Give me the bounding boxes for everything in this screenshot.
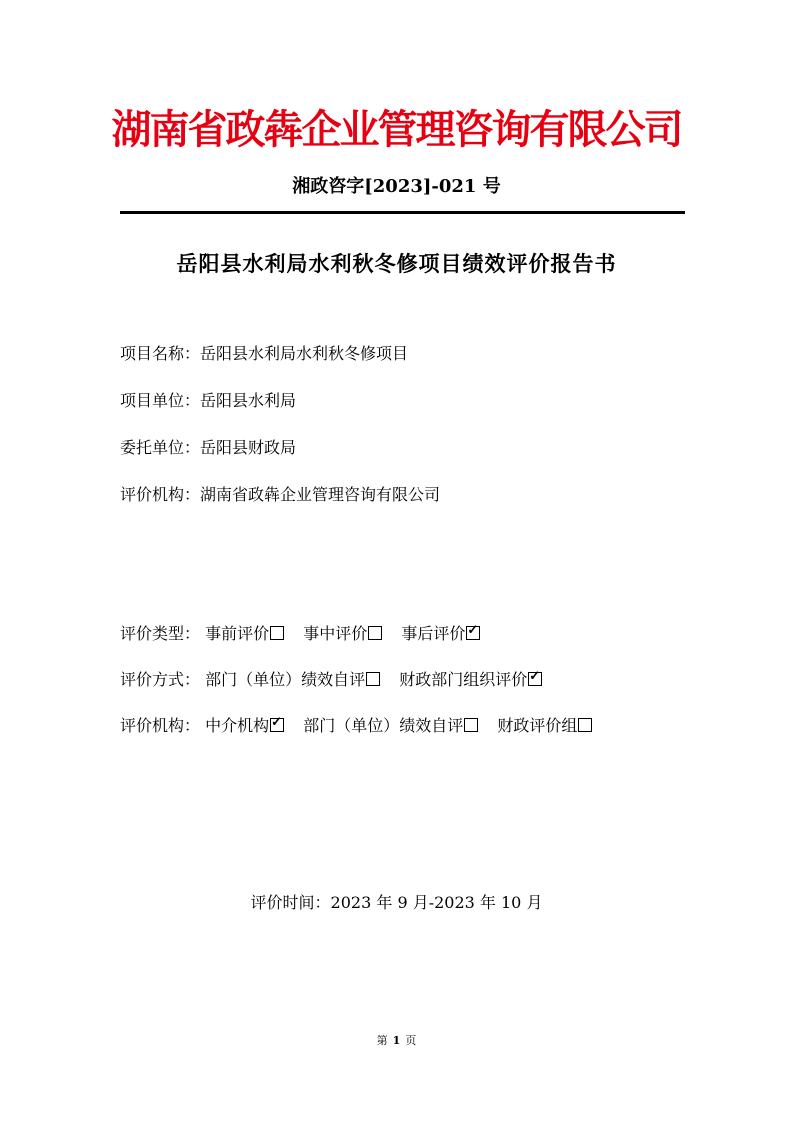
checkbox-icon[interactable] bbox=[464, 718, 478, 732]
option-pre-evaluation bbox=[205, 621, 284, 644]
info-label: 评价机构： bbox=[120, 485, 201, 504]
info-value: 岳阳县财政局 bbox=[200, 438, 297, 457]
option-finance-organized bbox=[399, 667, 542, 690]
page-footer bbox=[0, 1032, 793, 1048]
info-entrusting-unit bbox=[120, 435, 296, 458]
option-text: 事前评价 bbox=[205, 624, 270, 643]
evaluation-agency-row bbox=[120, 713, 606, 736]
row-label: 评价类型： bbox=[120, 624, 201, 643]
option-mid-evaluation bbox=[303, 621, 382, 644]
row-label: 评价方式： bbox=[120, 670, 201, 689]
info-label: 项目单位： bbox=[120, 391, 201, 410]
document-number: 湘政咨字[2023]-021 号 bbox=[292, 176, 501, 197]
option-intermediary-agency bbox=[205, 713, 284, 736]
option-text: 部门（单位）绩效自评 bbox=[303, 716, 464, 735]
checkbox-icon[interactable] bbox=[270, 718, 284, 732]
checkbox-icon[interactable] bbox=[270, 626, 284, 640]
info-label: 委托单位： bbox=[120, 438, 201, 457]
page-number: 1 bbox=[392, 1034, 401, 1047]
option-text: 财政部门组织评价 bbox=[399, 670, 528, 689]
option-text: 部门（单位）绩效自评 bbox=[205, 670, 366, 689]
option-department-self bbox=[303, 713, 478, 736]
option-text: 事后评价 bbox=[401, 624, 466, 643]
checkbox-icon[interactable] bbox=[368, 626, 382, 640]
info-project-unit bbox=[120, 388, 296, 411]
option-text: 中介机构 bbox=[205, 716, 270, 735]
checkbox-icon[interactable] bbox=[528, 672, 542, 686]
info-project-name bbox=[120, 341, 408, 364]
option-text: 财政评价组 bbox=[497, 716, 578, 735]
header-divider bbox=[120, 211, 685, 214]
info-value: 湖南省政犇企业管理咨询有限公司 bbox=[200, 485, 441, 504]
organization-title: 湖南省政犇企业管理咨询有限公司 bbox=[111, 107, 682, 153]
info-value: 岳阳县水利局水利秋冬修项目 bbox=[200, 344, 409, 363]
footer-suffix: 页 bbox=[405, 1034, 417, 1047]
option-finance-group bbox=[497, 713, 592, 736]
evaluation-type-row bbox=[120, 621, 494, 644]
evaluation-time: 评价时间：2023 年 9 月-2023 年 10 月 bbox=[250, 893, 543, 912]
option-post-evaluation bbox=[401, 621, 480, 644]
footer-prefix: 第 bbox=[376, 1034, 388, 1047]
checkbox-icon[interactable] bbox=[366, 672, 380, 686]
document-title: 岳阳县水利局水利秋冬修项目绩效评价报告书 bbox=[176, 251, 617, 276]
info-value: 岳阳县水利局 bbox=[200, 391, 297, 410]
evaluation-method-row bbox=[120, 667, 556, 690]
option-self-evaluation bbox=[205, 667, 380, 690]
checkbox-icon[interactable] bbox=[578, 718, 592, 732]
info-label: 项目名称： bbox=[120, 344, 201, 363]
info-evaluation-agency bbox=[120, 482, 440, 505]
row-label: 评价机构： bbox=[120, 716, 201, 735]
checkbox-icon[interactable] bbox=[466, 626, 480, 640]
option-text: 事中评价 bbox=[303, 624, 368, 643]
